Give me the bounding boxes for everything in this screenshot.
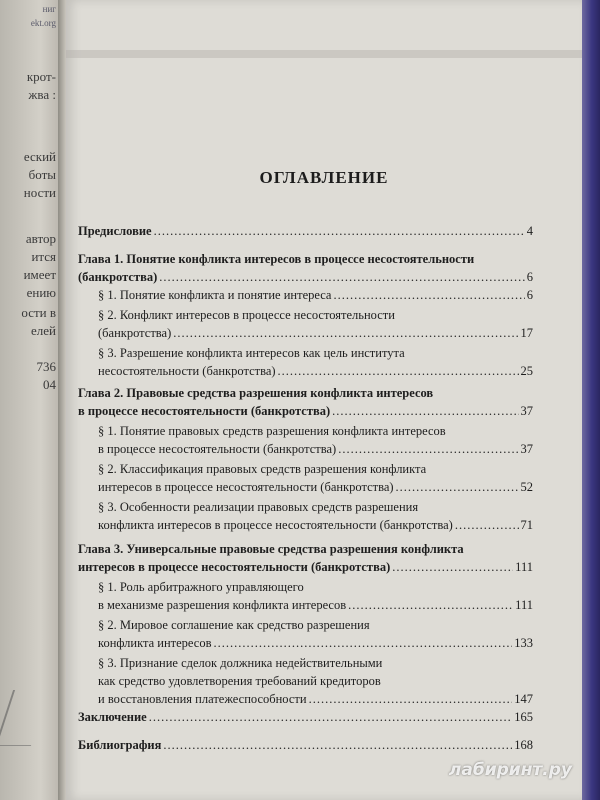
book-spine bbox=[58, 0, 66, 800]
toc-entry-title: § 2. Классификация правовых средств разрешения конфликта bbox=[98, 462, 427, 476]
toc-entry-title: § 1. Понятие конфликта и понятие интереса bbox=[98, 288, 332, 302]
facing-page-fragment: боты bbox=[28, 167, 56, 182]
toc-page-number: 111 bbox=[515, 598, 533, 612]
toc-page-number: 37 bbox=[520, 404, 533, 418]
toc-entry-section-1-3 bbox=[98, 344, 533, 380]
toc-page-number: 25 bbox=[520, 364, 533, 378]
leader-dots bbox=[309, 690, 513, 708]
running-header bbox=[66, 50, 582, 58]
toc-page-number: 71 bbox=[520, 518, 533, 532]
toc-entry-title: § 1. Понятие правовых средств разрешения конфликта интересов bbox=[98, 424, 446, 438]
toc-entry-title: § 2. Мировое соглашение как средство разрешения bbox=[98, 618, 370, 632]
facing-page-fragment: ению bbox=[26, 285, 56, 300]
facing-page-fragment: ekt.org bbox=[30, 18, 56, 28]
toc-page-number: 111 bbox=[515, 560, 533, 574]
facing-page-fragment: 736 bbox=[36, 359, 56, 374]
facing-page-fragment: елей bbox=[31, 323, 56, 338]
toc-entry-title-cont: в механизме разрешения конфликта интересов bbox=[98, 598, 347, 612]
toc-entry-section-3-2 bbox=[98, 616, 533, 652]
toc-entry-title: Библиография bbox=[78, 738, 162, 752]
leader-dots bbox=[348, 596, 513, 614]
toc-page bbox=[66, 0, 582, 800]
toc-entry-chapter-1 bbox=[78, 250, 533, 286]
toc-entry-title: Предисловие bbox=[78, 224, 152, 238]
toc-entry-section-1-1 bbox=[98, 286, 533, 304]
toc-entry-title: Глава 1. Понятие конфликта интересов в процессе несостоятельности bbox=[78, 252, 475, 266]
toc-page-number: 168 bbox=[514, 738, 533, 752]
toc-entry-preface bbox=[78, 222, 533, 240]
toc-entry-title: § 3. Разрешение конфликта интересов как цель института bbox=[98, 346, 405, 360]
toc-page-number: 4 bbox=[526, 224, 533, 238]
toc-entry-title-cont: конфликта интересов bbox=[98, 636, 212, 650]
toc-entry-section-1-2 bbox=[98, 306, 533, 342]
facing-page-fragment: жва : bbox=[28, 87, 56, 102]
toc-entry-title-cont: как средство удовлетворения требований кредиторов bbox=[98, 674, 381, 688]
leader-dots bbox=[214, 634, 513, 652]
watermark: лабиринт.ру bbox=[448, 760, 572, 780]
toc-entry-section-2-1 bbox=[98, 422, 533, 458]
facing-page-fragment: ности bbox=[23, 185, 56, 200]
leader-dots bbox=[173, 324, 518, 342]
leader-dots bbox=[338, 440, 518, 458]
toc-entry-title-cont: конфликта интересов в процессе несостоятельности (банкротства) bbox=[98, 518, 453, 532]
facing-page-fragment: имеет bbox=[23, 267, 56, 282]
toc-entry-section-2-3 bbox=[98, 498, 533, 534]
facing-page-fragment: еский bbox=[23, 149, 56, 164]
leader-dots bbox=[455, 516, 519, 534]
leader-dots bbox=[332, 402, 518, 420]
facing-page-fragment: крот- bbox=[26, 69, 56, 84]
toc-entry-section-3-3 bbox=[98, 654, 533, 708]
leader-dots bbox=[149, 708, 513, 726]
facing-page-fragment: ниг bbox=[42, 4, 56, 14]
pencil-mark bbox=[0, 690, 49, 746]
facing-page-fragment: ится bbox=[31, 249, 56, 264]
toc-entry-conclusion bbox=[78, 708, 533, 726]
toc-entry-title-cont: несостоятельности (банкротства) bbox=[98, 364, 276, 378]
leader-dots bbox=[396, 478, 519, 496]
toc-entry-title: Глава 2. Правовые средства разрешения конфликта интересов bbox=[78, 386, 434, 400]
toc-page-number: 147 bbox=[514, 692, 533, 706]
book-cover-edge bbox=[582, 0, 600, 800]
toc-entry-title: § 1. Роль арбитражного управляющего bbox=[98, 580, 304, 594]
toc-entry-title-cont: (банкротства) bbox=[78, 270, 158, 284]
toc-entry-title: § 3. Особенности реализации правовых средств разрешения bbox=[98, 500, 419, 514]
toc-entry-bibliography bbox=[78, 736, 533, 754]
toc-entry-title-cont: в процессе несостоятельности (банкротства) bbox=[98, 442, 337, 456]
leader-dots bbox=[392, 558, 513, 576]
toc-page-number: 52 bbox=[520, 480, 533, 494]
toc-page-number: 165 bbox=[514, 710, 533, 724]
toc-page-number: 133 bbox=[514, 636, 533, 650]
facing-page-fragment: ости в bbox=[21, 305, 56, 320]
toc-entry-title: Заключение bbox=[78, 710, 147, 724]
toc-entry-section-2-2 bbox=[98, 460, 533, 496]
toc-entry-title-cont: интересов в процессе несостоятельности (банкротства) bbox=[78, 560, 391, 574]
toc-page-number: 6 bbox=[526, 270, 533, 284]
toc-entry-section-3-1 bbox=[98, 578, 533, 614]
toc-entry-chapter-2 bbox=[78, 384, 533, 420]
toc-entry-title: Глава 3. Универсальные правовые средства разрешения конфликта bbox=[78, 542, 464, 556]
toc-entry-chapter-3 bbox=[78, 540, 533, 576]
facing-page-fragment: автор bbox=[25, 231, 56, 246]
toc-entry-title: § 2. Конфликт интересов в процессе несостоятельности bbox=[98, 308, 395, 322]
toc-entry-title: § 3. Признание сделок должника недействительными bbox=[98, 656, 383, 670]
toc-entry-title-cont: (банкротства) bbox=[98, 326, 172, 340]
leader-dots bbox=[163, 736, 512, 754]
facing-page bbox=[0, 0, 58, 800]
toc-page-number: 17 bbox=[520, 326, 533, 340]
toc-entry-title-cont: и восстановления платежеспособности bbox=[98, 692, 307, 706]
toc-page-number: 37 bbox=[520, 442, 533, 456]
toc-entry-title-cont: интересов в процессе несостоятельности (банкротства) bbox=[98, 480, 394, 494]
leader-dots bbox=[278, 362, 519, 380]
page-title: ОГЛАВЛЕНИЕ bbox=[259, 168, 389, 187]
leader-dots bbox=[154, 222, 525, 240]
leader-dots bbox=[159, 268, 525, 286]
facing-page-fragment: 04 bbox=[43, 377, 56, 392]
toc-page-number: 6 bbox=[526, 288, 533, 302]
leader-dots bbox=[333, 286, 524, 304]
toc-entry-title-cont: в процессе несостоятельности (банкротства) bbox=[78, 404, 331, 418]
